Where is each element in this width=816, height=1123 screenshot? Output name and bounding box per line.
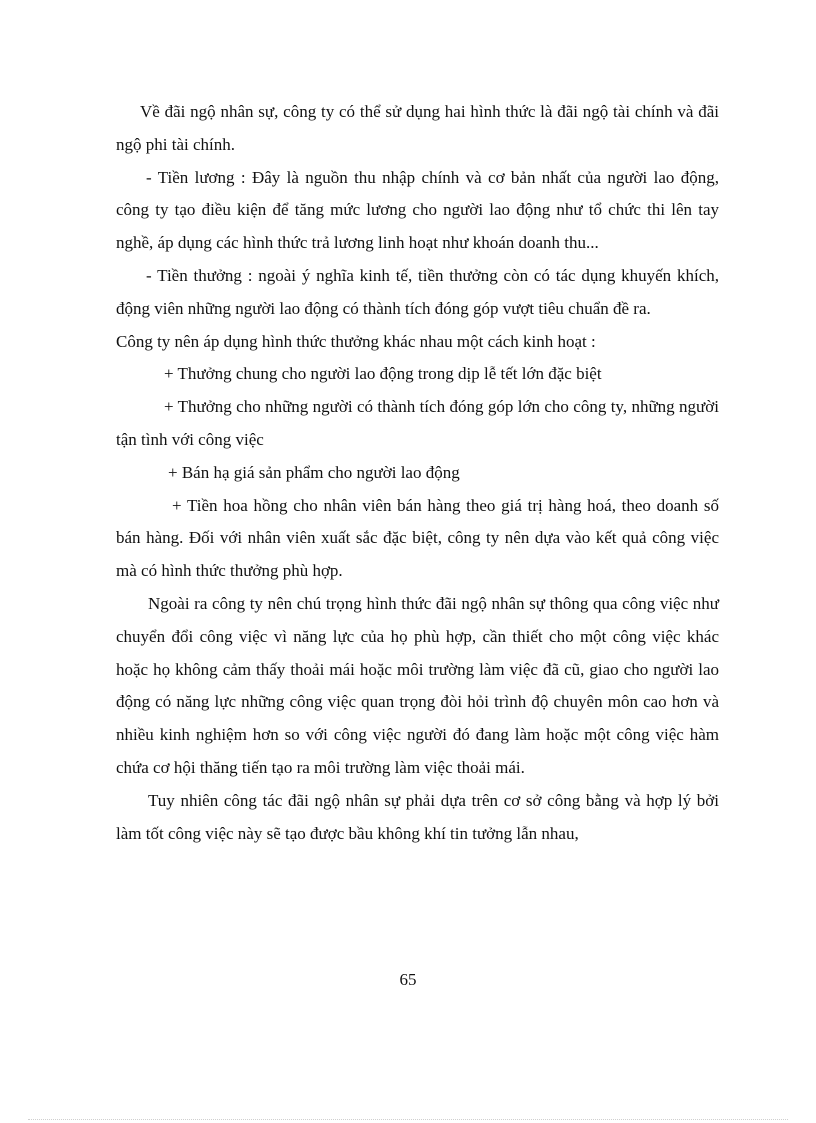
paragraph-non-financial: Ngoài ra công ty nên chú trọng hình thức đãi ngộ nhân sự thông qua công việc như chuyển đổi công việc vì năng lực của họ phù hợp, cần thiết cho một công việc khác hoặc họ không cảm thấy thoải mái hoặc môi trường làm việc đã cũ, giao cho người lao động có năng lực những công việc quan trọng đòi hỏi trình độ chuyên môn cao hơn và nhiều kinh nghiệm hơn so với công việc người đó đang làm hoặc một công việc hàm chứa cơ hội thăng tiến tạo ra môi trường làm việc thoải mái. [116, 593, 719, 777]
paragraph-intro: Về đãi ngộ nhân sự, công ty có thể sử dụng hai hình thức là đãi ngộ tài chính và đãi ngộ phi tài chính. [116, 102, 719, 154]
list-item-commission: + Tiền hoa hồng cho nhân viên bán hàng theo giá trị hàng hoá, theo doanh số bán hàng. Đối với nhân viên xuất sắc đặc biệt, công ty nên dựa vào kết quả công việc mà có hình thức thưởng phù hợp. [116, 495, 719, 581]
page-number: 65 [399, 970, 417, 989]
list-item-general-bonus: + Thưởng chung cho người lao động trong dịp lễ tết lớn đặc biệt [164, 364, 602, 384]
paragraph-salary: - Tiền lương : Đây là nguồn thu nhập chính và cơ bản nhất của người lao động, công ty tạo điều kiện để tăng mức lương cho người lao động như tổ chức thi lên tay nghề, áp dụng các hình thức trả lương linh hoạt như khoán doanh thu... [116, 167, 719, 253]
list-item-achievement-bonus: + Thưởng cho những người có thành tích đóng góp lớn cho công ty, những người tận tình với công việc [116, 397, 719, 449]
paragraph-bonus-forms: Công ty nên áp dụng hình thức thưởng khác nhau một cách kinh hoạt : [116, 331, 596, 351]
body-text [116, 96, 719, 850]
paragraph-bonus: - Tiền thưởng : ngoài ý nghĩa kinh tế, tiền thưởng còn có tác dụng khuyến khích, động viên những người lao động có thành tích đóng góp vượt tiêu chuẩn đề ra. [116, 265, 719, 318]
paragraph-fairness: Tuy nhiên công tác đãi ngộ nhân sự phải dựa trên cơ sở công bằng và hợp lý bởi làm tốt công việc này sẽ tạo được bầu không khí tin tưởng lẫn nhau, [116, 790, 719, 843]
list-item-discount: + Bán hạ giá sản phẩm cho người lao động [168, 462, 460, 482]
page-bottom-divider [28, 1119, 788, 1120]
